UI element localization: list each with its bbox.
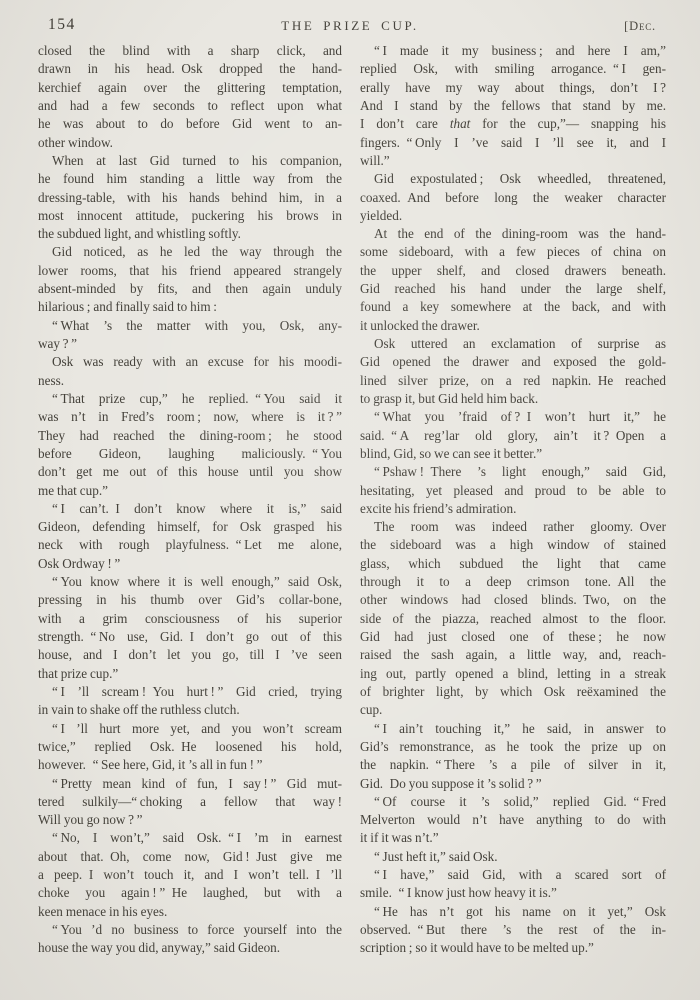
text-line: “ I ’ll scream ! You hurt ! ” Gid cried, trying — [52, 683, 342, 699]
text-line: way ? ” — [38, 336, 77, 351]
text-line: “ Of course it ’s solid,” replied Gid. “ Fred — [374, 793, 666, 809]
text-line: pressing in his thumb over Gid’s collar-bone, — [38, 592, 342, 608]
page-number: 154 — [48, 16, 76, 33]
text-line: before Gideon, laughing maliciously. “ You — [38, 445, 342, 461]
paragraph — [38, 829, 342, 921]
text-line: They had reached the dining-room ; he stood — [38, 427, 342, 443]
text-line: lined silver prize, on a red napkin. He reached — [360, 372, 666, 388]
text-line: that prize cup.” — [38, 665, 119, 681]
paragraph — [360, 903, 666, 958]
text-line: of brighter light, by which Osk reëxamined the — [360, 683, 666, 699]
paragraph — [360, 408, 666, 463]
text-line: replied Osk, with smiling arrogance. “ I gen- — [360, 61, 666, 77]
text-line: the napkin. “ There ’s a pile of silver in it, — [360, 757, 666, 773]
text-line: side of the piazza, reached almost to the floor. — [360, 610, 666, 626]
text-line: When at last Gid turned to his companion, — [52, 152, 342, 168]
paragraph — [38, 775, 342, 830]
text-line: “ No, I won’t,” said Osk. “ I ’m in earnest — [52, 830, 342, 846]
paragraph — [360, 793, 666, 848]
paragraph — [360, 848, 666, 866]
text-line: ness. — [38, 372, 65, 388]
paragraph — [38, 500, 342, 573]
text-line: And I stand by the fellows that stand by me. — [360, 97, 666, 113]
paragraph — [38, 243, 342, 316]
text-line: tered sulkily—“ choking a fellow that way ! — [38, 793, 342, 809]
text-line: observed. “ But there ’s the rest of the in- — [360, 922, 666, 937]
text-line: about that. Oh, come now, Gid ! Just give me — [38, 848, 342, 864]
text-line: “ What you ’fraid of ? I won’t hurt it,” he — [374, 409, 666, 425]
paragraph — [38, 42, 342, 152]
paragraph — [38, 921, 342, 958]
text-line: Osk Ordway ! ” — [38, 555, 121, 571]
text-line: drawn in his head. Osk dropped the hand- — [38, 61, 342, 77]
paragraph — [360, 518, 666, 719]
text-line: Will you go now ? ” — [38, 812, 143, 828]
text-line: will.” — [360, 152, 390, 168]
text-line: neck with rough playfulness. “ Let me alone, — [38, 537, 342, 553]
text-line: was n’t in Fred’s room ; now, where is it ? ” — [38, 409, 342, 425]
text-line: “ Pretty mean kind of fun, I say ! ” Gid mut- — [52, 775, 342, 791]
text-line: blind, Gid, so we can see it better.” — [360, 445, 543, 461]
text-line: other window. — [38, 134, 113, 150]
paragraph — [38, 317, 342, 354]
text-line: fingers. “ Only I ’ve said I ’ll see it, and I — [360, 134, 666, 150]
text-line: “ What ’s the matter with you, Osk, any- — [52, 317, 342, 333]
text-line: “ You know where it is well enough,” said Osk, — [52, 574, 342, 590]
text-line: me that cup.” — [38, 482, 108, 498]
date-marker: [Dec. — [624, 19, 656, 33]
paragraph — [360, 866, 666, 903]
text-line: house the way you did, anyway,” said Gideon. — [38, 940, 281, 956]
text-line: house, and I don’t let you go, till I ’ve seen — [38, 647, 342, 663]
text-line: At the end of the dining-room was the hand- — [374, 226, 666, 242]
text-line: twice,” replied Osk. He loosened his hold, — [38, 738, 342, 754]
paragraph — [38, 390, 342, 500]
text-line: Osk was ready with an excuse for his moodi- — [52, 354, 342, 370]
text-line: Gid expostulated ; Osk wheedled, threatened, — [374, 171, 666, 187]
text-line: coaxed. And before long the weaker character — [360, 189, 666, 205]
paragraph — [360, 170, 666, 225]
text-line: lower rooms, that his friend appeared strangely — [38, 262, 342, 278]
text-line: don’t get me out of this house until you show — [38, 464, 342, 480]
text-line: through it to a deep crimson tone. All the — [360, 574, 666, 590]
text-line: “ Just heft it,” said Osk. — [374, 848, 498, 864]
paragraph — [360, 720, 666, 793]
text-line: “ Pshaw ! There ’s light enough,” said Gid, — [374, 464, 666, 480]
text-line: yielded. — [360, 207, 403, 223]
text-line: ing out, partly opened a blind, letting in a streak — [360, 665, 666, 681]
text-line: “ That prize cup,” he replied. “ You said it — [52, 390, 342, 406]
text-line: it unlocked the drawer. — [360, 317, 480, 333]
text-line — [360, 115, 666, 133]
text-line: other windows had closed blinds. Two, on the — [360, 592, 666, 608]
text-line: scription ; so it would have to be melted up.” — [360, 940, 594, 956]
text-line: absent-minded by fits, and then again unduly — [38, 281, 342, 297]
paragraph — [38, 683, 342, 720]
text-line: “ I ain’t touching it,” he said, in answer to — [374, 720, 666, 736]
text-line: it if it was n’t.” — [360, 830, 439, 846]
paragraph — [360, 225, 666, 335]
text-line: “ I can’t. I don’t know where it is,” said — [52, 500, 342, 516]
text-line: Gideon, defending himself, for Osk grasped his — [38, 519, 342, 535]
text-column-right — [360, 42, 666, 958]
paragraph — [38, 720, 342, 775]
text-line: “ I made it my business ; and here I am,” — [374, 43, 666, 58]
text-line: in vain to shake off the ruthless clutch. — [38, 702, 240, 718]
text-line: erally have my way about things, don’t I ? — [360, 79, 666, 95]
text-line: choke you again ! ” He laughed, but with a — [38, 885, 342, 901]
text-line: and had a few seconds to reflect upon what — [38, 97, 342, 113]
text-line: the subdued light, and whistling softly. — [38, 226, 241, 242]
text-line: kerchief again over the glittering temptation, — [38, 79, 342, 95]
text-line: Osk uttered an exclamation of surprise as — [374, 336, 666, 351]
text-line: to grasp it, but Gid held him back. — [360, 390, 539, 406]
text-line: some sideboard, with a few pieces of china on — [360, 244, 666, 260]
text-line: a peep. I won’t touch it, and I won’t tell. I ’ll — [38, 867, 342, 883]
text-line: said. “ A reg’lar old glory, ain’t it ? Open a — [360, 427, 666, 443]
text-line: raised the sash again, a little way, and, reach- — [360, 647, 666, 663]
paragraph — [38, 353, 342, 390]
text-line: he found him standing a little way from the — [38, 171, 342, 187]
paragraph — [360, 335, 666, 408]
text-line: glass, which subdued the light that came — [360, 555, 666, 571]
text-line: keen menace in his eyes. — [38, 903, 168, 919]
running-title: THE PRIZE CUP. — [281, 18, 419, 33]
text-line: Gid had just closed one of these ; he now — [360, 629, 666, 644]
text-line: Gid. Do you suppose it ’s solid ? ” — [360, 775, 542, 791]
text-line: strength. “ No use, Gid. I don’t go out of this — [38, 629, 342, 644]
text-line: most innocent attitude, puckering his brows in — [38, 207, 342, 223]
text-line: hesitating, yet pleased and proud to be able to — [360, 482, 666, 498]
text-column-left — [38, 42, 342, 958]
italic-text: that — [449, 116, 471, 132]
text-line: “ You ’d no business to force yourself into the — [52, 922, 342, 937]
text-line: Gid reached his hand under the large shelf, — [360, 281, 666, 297]
text-line: smile. “ I know just how heavy it is.” — [360, 885, 557, 901]
text-segment: for the cup,”— snapping his — [470, 116, 666, 132]
text-segment: I don’t care — [360, 116, 450, 132]
text-line: Gid opened the drawer and exposed the gold- — [360, 354, 666, 370]
text-line: excite his friend’s admiration. — [360, 500, 517, 516]
text-line: “ I have,” said Gid, with a scared sort of — [374, 867, 666, 883]
text-line: “ He has n’t got his name on it yet,” Osk — [374, 903, 666, 919]
text-line: cup. — [360, 702, 383, 718]
page-header — [0, 15, 700, 35]
paragraph — [360, 42, 666, 170]
text-line: Gid noticed, as he led the way through the — [52, 244, 342, 260]
text-line: the upper shelf, and closed drawers beneath. — [360, 262, 666, 278]
paragraph — [38, 152, 342, 244]
text-line: found a key somewhere at the back, and with — [360, 299, 666, 315]
text-line: Gid’s remonstrance, as he took the prize up on — [360, 738, 666, 754]
text-line: dressing-table, with his hands behind him, in a — [38, 189, 342, 205]
text-line: The room was indeed rather gloomy. Over — [374, 519, 666, 535]
text-line: hilarious ; and finally said to him : — [38, 299, 217, 315]
text-line: the sideboard was a high window of stained — [360, 537, 666, 553]
text-line: he was about to do before Gid went to an- — [38, 116, 342, 132]
text-line: Melverton would n’t have anything to do with — [360, 812, 666, 828]
text-line: with a grim consciousness of his superior — [38, 610, 342, 626]
text-line: “ I ’ll hurt more yet, and you won’t scream — [52, 720, 342, 736]
text-line: closed the blind with a sharp click, and — [38, 43, 342, 58]
text-line: however. “ See here, Gid, it ’s all in fun ! ” — [38, 757, 263, 773]
paragraph — [38, 573, 342, 683]
paragraph — [360, 463, 666, 518]
